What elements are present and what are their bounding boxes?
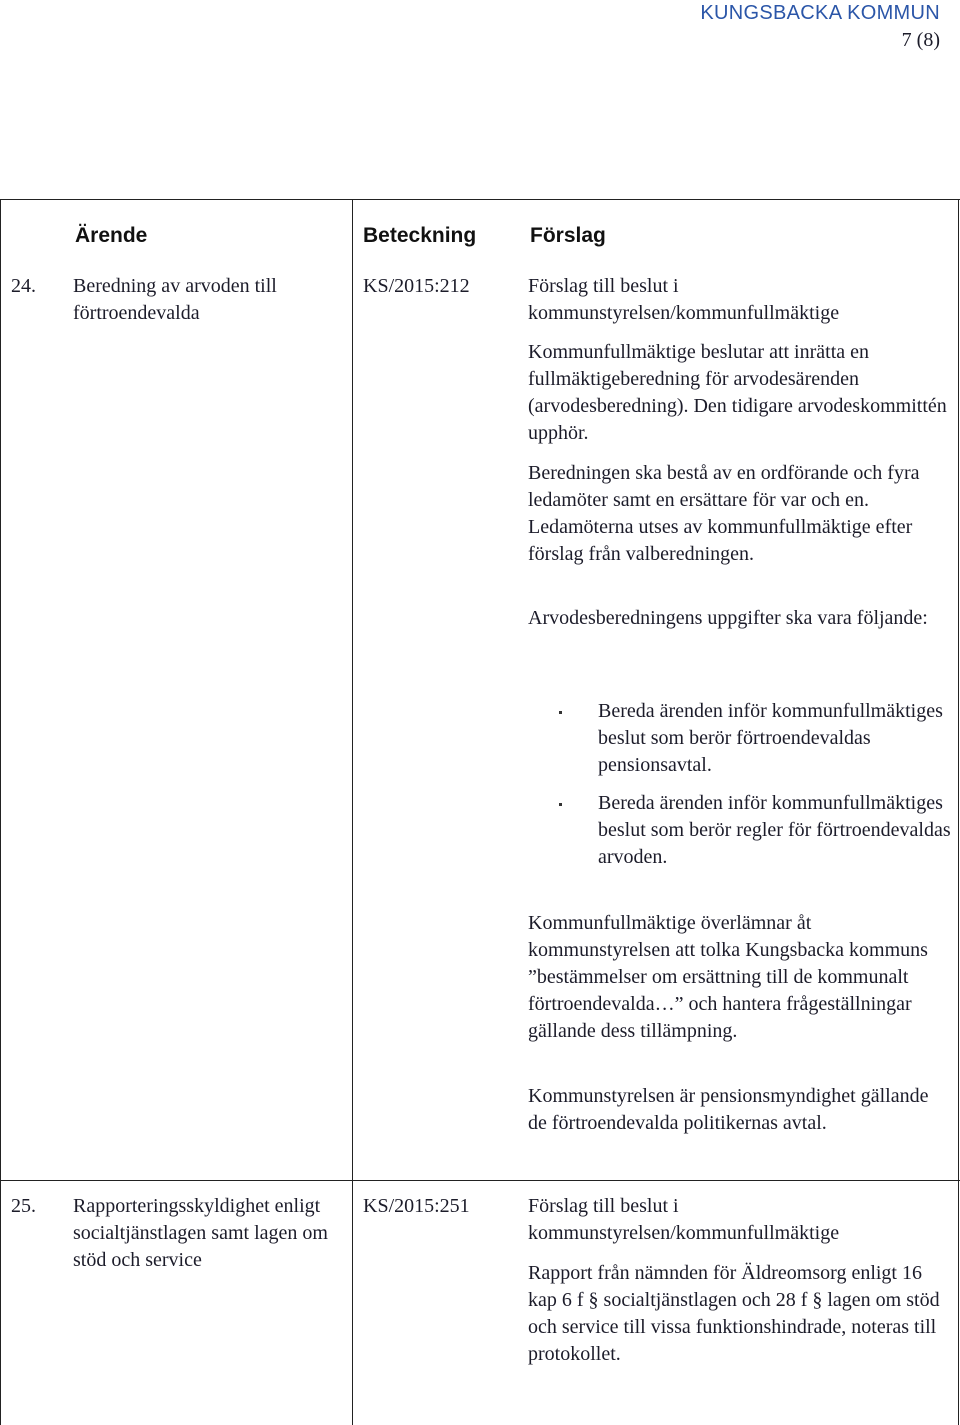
column-header-arende: Ärende (75, 224, 148, 247)
column-divider-2 (958, 199, 959, 1425)
proposal-paragraph: Rapport från nämnden för Äldreomsorg enligt 16 kap 6 f § socialtjänstlagen och 28 f § lagen om stöd och service till vissa funktionshindrade, noteras till protokollet. (528, 1262, 940, 1365)
proposal-heading: Förslag till beslut i kommunstyrelsen/kommunfullmäktige (528, 1195, 840, 1244)
proposal-paragraph: Arvodesberedningens uppgifter ska vara följande: (528, 607, 928, 629)
bullet-icon (559, 711, 562, 714)
page-number: 7 (8) (901, 29, 940, 51)
row-number: 25. (11, 1195, 36, 1217)
row-reference: KS/2015:212 (363, 275, 470, 297)
column-header-forslag: Förslag (530, 224, 606, 247)
bullet-item: Bereda ärenden inför kommunfullmäktiges beslut som berör förtroendevaldas pensionsavtal. (598, 700, 943, 776)
page-header (700, 0, 940, 53)
proposal-paragraph: Kommunstyrelsen är pensionsmyndighet gällande de förtroendevalda politikernas avtal. (528, 1085, 929, 1134)
row-title: Beredning av arvoden till förtroendevalda (73, 275, 277, 324)
row-title: Rapporteringsskyldighet enligt socialtjänstlagen samt lagen om stöd och service (73, 1195, 328, 1271)
row-divider (0, 1180, 960, 1181)
column-divider-1 (352, 199, 353, 1425)
organization-name: KUNGSBACKA KOMMUN (700, 2, 940, 24)
proposal-paragraph: Kommunfullmäktige överlämnar åt kommunstyrelsen att tolka Kungsbacka kommuns ”bestämmelser om ersättning till de kommunalt förtroendevalda…” och hantera frågeställningar gällande dess tillämpning. (528, 912, 928, 1042)
table-left-border (0, 199, 1, 1425)
proposal-heading: Förslag till beslut i kommunstyrelsen/kommunfullmäktige (528, 275, 840, 324)
bullet-icon (559, 803, 562, 806)
row-reference: KS/2015:251 (363, 1195, 470, 1217)
proposal-paragraph: Beredningen ska bestå av en ordförande och fyra ledamöter samt en ersättare för var och en. Ledamöterna utses av kommunfullmäktige efter förslag från valberedningen. (528, 462, 920, 565)
proposal-paragraph: Kommunfullmäktige beslutar att inrätta en fullmäktigeberedning för arvodesärenden (arvodesberedning). Den tidigare arvodeskommittén upphör. (528, 341, 947, 444)
bullet-item: Bereda ärenden inför kommunfullmäktiges beslut som berör regler för förtroendevaldas arvoden. (598, 792, 951, 868)
row-number: 24. (11, 275, 36, 297)
table-top-border (0, 199, 960, 200)
column-header-beteckning: Beteckning (363, 224, 477, 247)
